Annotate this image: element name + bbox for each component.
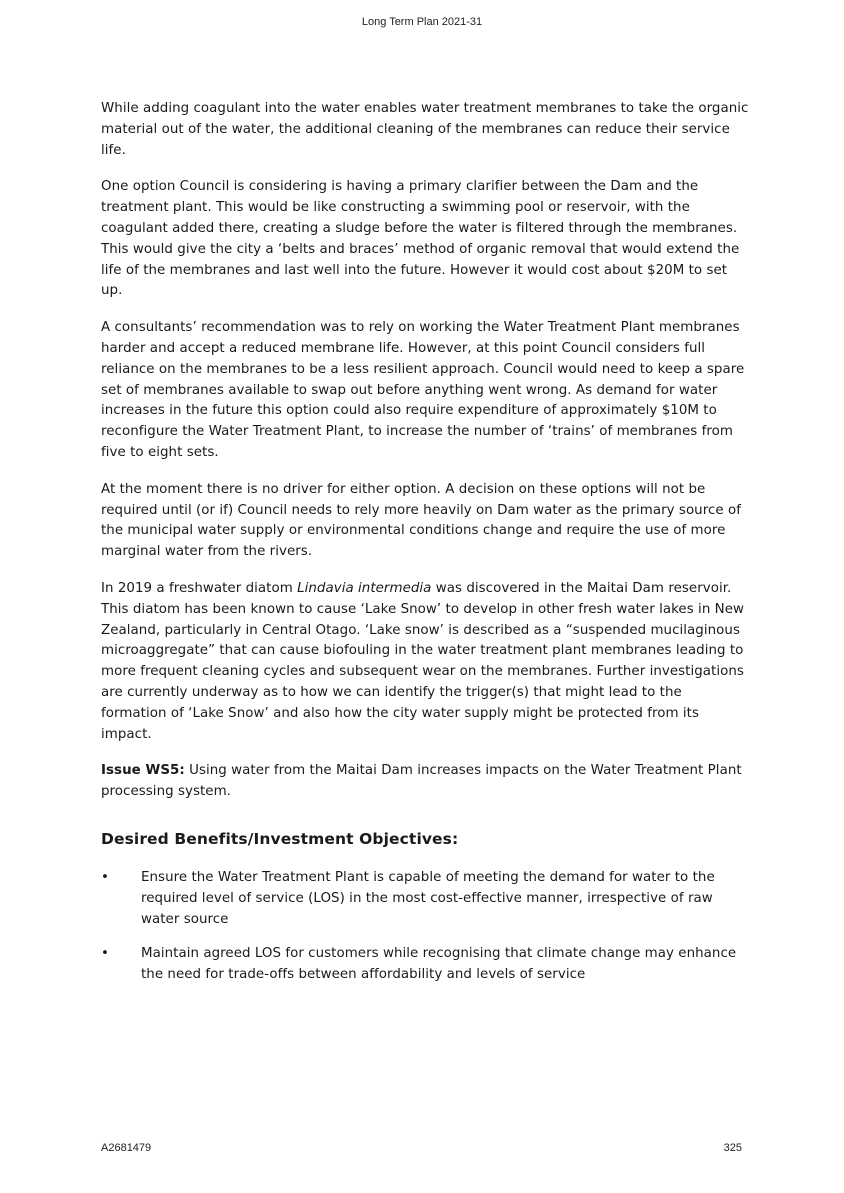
paragraph-primary-clarifier: One option Council is considering is having a primary clarifier between the Dam and the treatment plant. This would be like constructing a swimming pool or reservoir, with the coagulant added there, creating a sludge before the water is filtered through the membranes. This would give the city a ‘belts and braces’ method of organic removal that would extend the life of the membranes and last well into the future. However it would cost about $20M to set up. (101, 179, 740, 299)
running-header: Long Term Plan 2021-31 (361, 16, 483, 28)
document-body (101, 99, 751, 1000)
list-item-text: Ensure the Water Treatment Plant is capable of meeting the demand for water to the required level of service (LOS) in the most cost-effective manner, irrespective of raw water source (141, 869, 715, 927)
list-item (101, 944, 751, 986)
issue-statement (101, 761, 751, 803)
issue-label: Issue WS5: (101, 763, 185, 779)
objectives-list (101, 868, 751, 986)
section-heading: Desired Benefits/Investment Objectives: (101, 829, 459, 848)
lake-snow-text-before: In 2019 a freshwater diatom (101, 580, 298, 596)
paragraph-no-driver: At the moment there is no driver for either option. A decision on these options will not be required until (or if) Council needs to rely more heavily on Dam water as the primary source of the municipal water supply or environmental conditions change and require the use of more marginal water from the rivers. (101, 481, 741, 560)
document-reference: A2681479 (101, 1142, 152, 1154)
diatom-species-name: Lindavia intermedia (297, 580, 432, 596)
lake-snow-text-after: was discovered in the Maitai Dam reservoir. This diatom has been known to cause ‘Lake Snow’ to develop in other fresh water lakes in New Zealand, particularly in Central Otago. ‘Lake snow’ is described as a “suspended mucilaginous microaggregate” that can cause biofouling in the water treatment plant membranes leading to more frequent cleaning cycles and subsequent wear on the membranes. Further investigations are currently underway as to how we can identify the trigger(s) that might lead to the formation of ‘Lake Snow’ and also how the city water supply might be protected from its impact. (101, 580, 745, 742)
paragraph-lake-snow (101, 579, 751, 745)
page-number: 325 (723, 1142, 742, 1154)
issue-text: Using water from the Maitai Dam increases impacts on the Water Treatment Plant processing system. (101, 763, 742, 800)
bullet-icon: • (101, 946, 109, 962)
list-item-text: Maintain agreed LOS for customers while recognising that climate change may enhance the need for trade-offs between affordability and levels of service (141, 946, 737, 983)
list-item (101, 868, 751, 930)
paragraph-coagulant: While adding coagulant into the water enables water treatment membranes to take the organic material out of the water, the additional cleaning of the membranes can reduce their service life. (101, 101, 749, 158)
paragraph-consultants-recommendation: A consultants’ recommendation was to rely on working the Water Treatment Plant membranes harder and accept a reduced membrane life. However, at this point Council considers full reliance on the membranes to be a less resilient approach. Council would need to keep a spare set of membranes available to swap out before anything went wrong. As demand for water increases in the future this option could also require expenditure of approximately $10M to reconfigure the Water Treatment Plant, to increase the number of ‘trains’ of membranes from five to eight sets. (101, 320, 745, 460)
bullet-icon: • (101, 869, 109, 885)
